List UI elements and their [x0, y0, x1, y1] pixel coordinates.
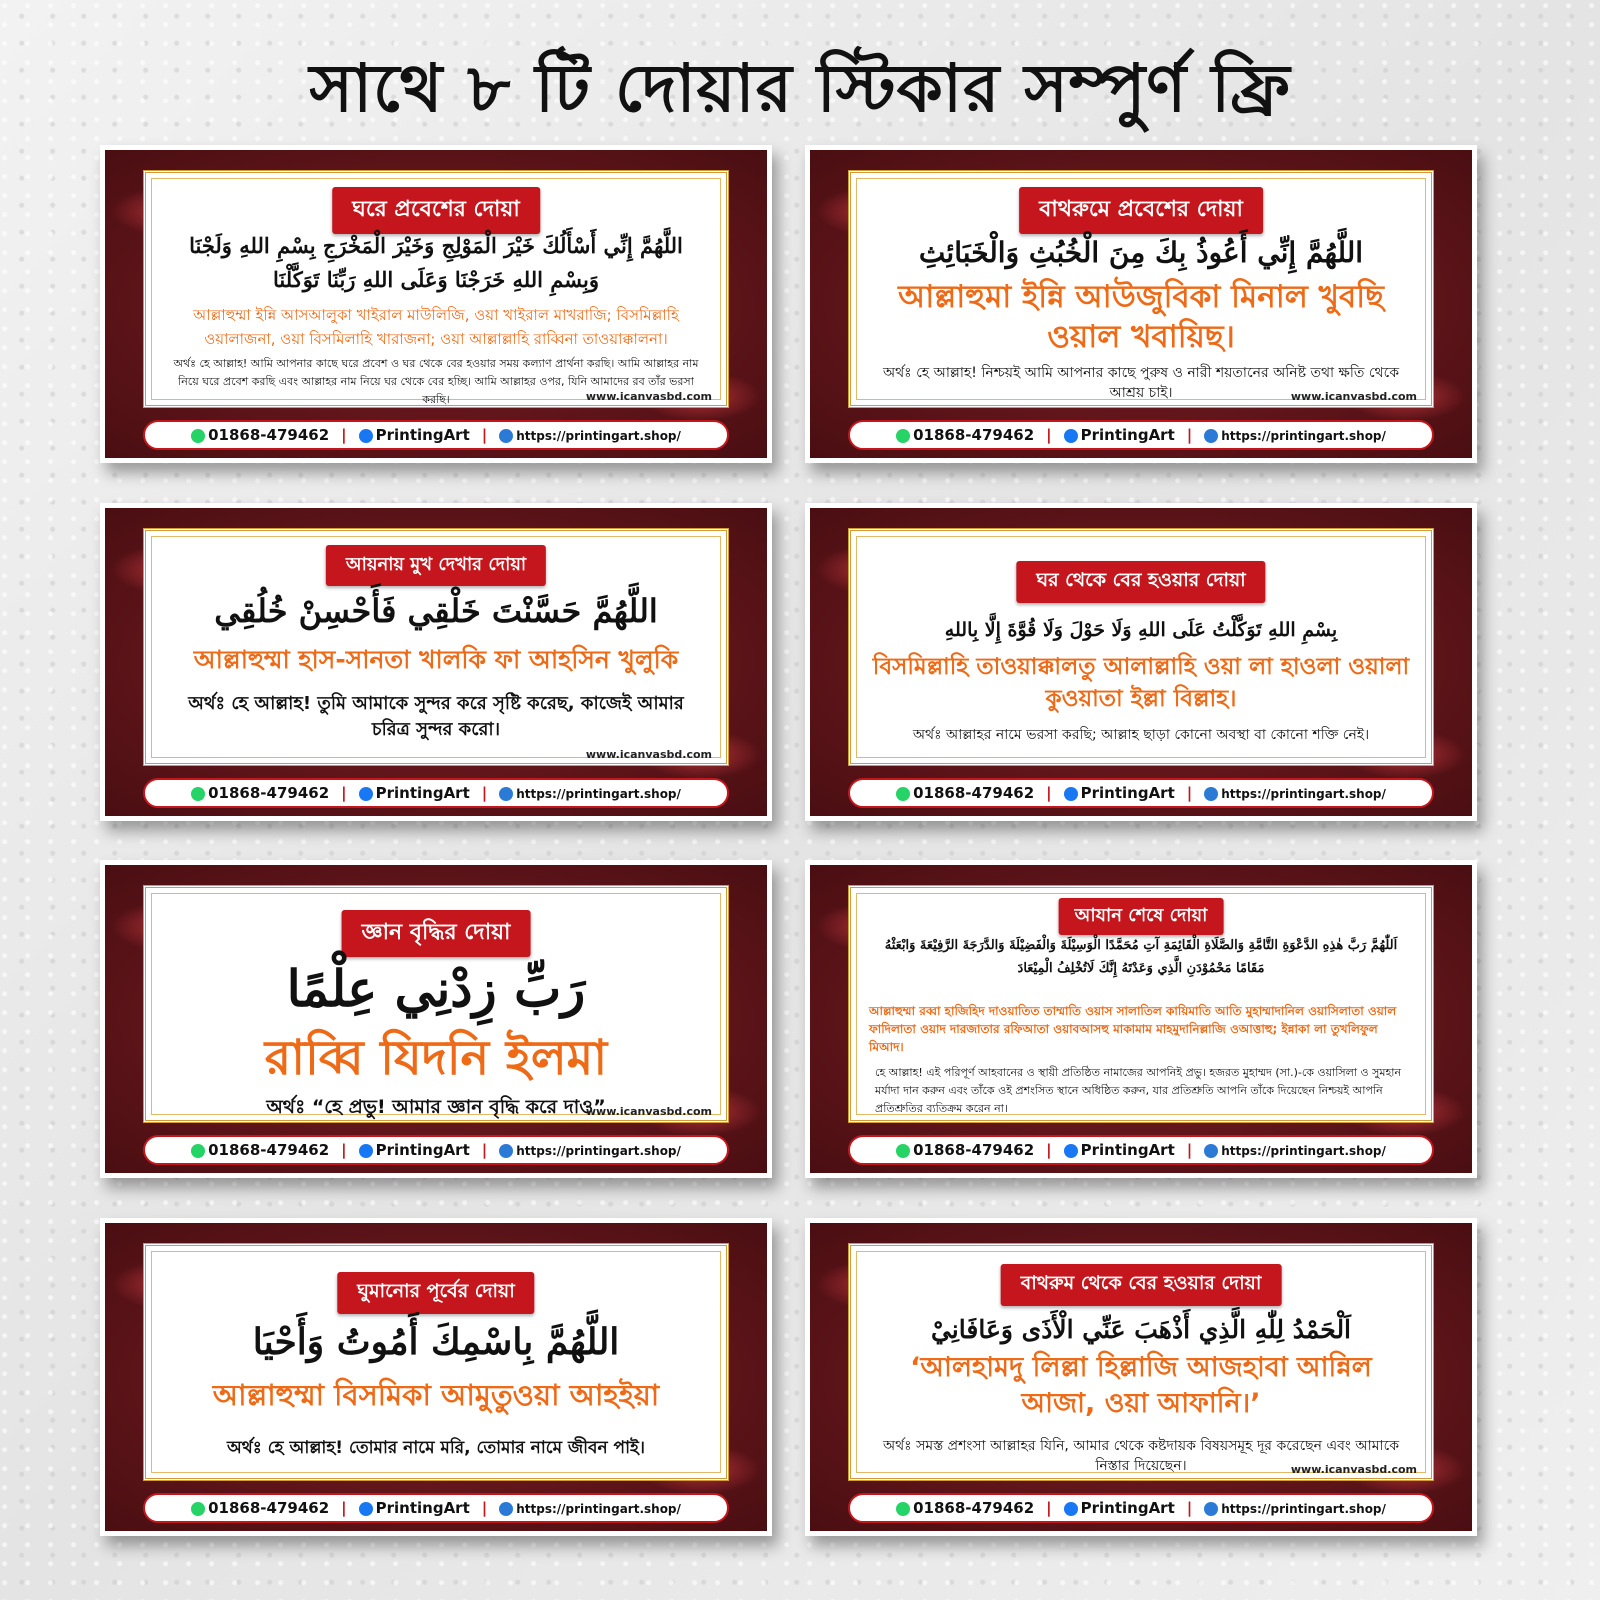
contact-bar	[848, 778, 1434, 808]
site-mark: www.icanvasbd.com	[1290, 1463, 1417, 1476]
facebook: PrintingArt	[1064, 1499, 1175, 1517]
transliteration: আল্লাহুম্মা বিসমিকা আমুতুওয়া আহইয়া	[212, 1378, 660, 1412]
card-panel	[143, 1243, 729, 1481]
arabic-text: اَلْحَمْدُ لِلّٰهِ الَّذِي أَذْهَبَ عَنِّي الْأَذَى وَعَافَانِيْ	[930, 1315, 1352, 1344]
card-panel	[848, 1243, 1434, 1481]
transliteration: বিসমিল্লাহি তাওয়াক্কালতু আলাল্লাহি ওয়া লা হাওলা ওয়ালা কুওয়াতা ইল্লা বিল্লাহ।	[872, 654, 1410, 712]
website: https://printingart.shop/	[499, 1141, 681, 1159]
separator: |	[1186, 784, 1193, 802]
website: https://printingart.shop/	[1204, 784, 1386, 802]
transliteration: আল্লাহুম্মা রব্বা হাজিহিদ দাওয়াতিত তাম্মাতি ওয়াস সালাতিল কায়িমাতি আতি মুহাম্মাদানিল ওয়াসিলাতা ওয়াল ফাদিলাতা ওয়াদ দারজাতার রফিআতা ওয়াবআসহু মাকামাম মাহমুদানিল্লাজি ওআত্তাহু; ইন্নাকা লা তুখলিফুল মিআদ।	[869, 1004, 1397, 1054]
arabic-text: بِسْمِ اللهِ تَوَكَّلْتُ عَلَى اللهِ وَلَا حَوْلَ وَلَا قُوَّةَ إِلَّا بِاللهِ	[944, 619, 1338, 641]
headline: সাথে ৮ টি দোয়ার স্টিকার সম্পুর্ণ ফ্রি	[309, 50, 1291, 127]
globe-icon	[1204, 1502, 1218, 1516]
website: https://printingart.shop/	[1204, 1141, 1386, 1159]
facebook-icon	[359, 1144, 373, 1158]
transliteration: আল্লাহুম্মা ইন্নি আসআলুকা খাইরাল মাউলিজি, ওয়া খাইরাল মাখরাজি; বিসমিল্লাহি ওয়ালাজনা, ওয়া বিসমিলাহি খারাজনা; ওয়া আল্লাল্লাহি রাব্বিনা তাওয়াক্কালনা।	[193, 306, 679, 348]
arabic-text: اللَّهُمَّ إِنِّي أَعُوذُ بِكَ مِنَ الْخُبُثِ وَالْخَبَائِثِ	[918, 236, 1364, 269]
phone: 01868-479462	[896, 426, 1034, 444]
globe-icon	[499, 429, 513, 443]
site-mark: www.icanvasbd.com	[1290, 390, 1417, 403]
transliteration: ‘আলহামদু লিল্লা হিল্লাজি আজহাবা আন্নিল আজা, ওয়া আফানি।’	[910, 1352, 1372, 1419]
contact-bar	[848, 1493, 1434, 1523]
dua-card-enter-home	[100, 145, 772, 463]
site-mark: www.icanvasbd.com	[585, 1105, 712, 1118]
separator: |	[1186, 1141, 1193, 1159]
arabic-text: رَبِّ زِدْنِي عِلْمًا	[286, 959, 586, 1018]
separator: |	[481, 1141, 488, 1159]
meaning: অর্থঃ হে আল্লাহ! আমি আপনার কাছে ঘরে প্রবেশ ও ঘর থেকে বের হওয়ার সময় কল্যাণ প্রার্থনা করছি। আমি আল্লাহর নাম নিয়ে ঘরে প্রবেশ করছি এবং আল্লাহর নাম নিয়ে ঘর থেকে বের হচ্ছি। আমি আল্লাহর ওপর, যিনি আমাদের রব তাঁর ভরসা করছি।	[173, 357, 699, 406]
transliteration: আল্লাহুম্মা হাস-সানতা খালকি ফা আহসিন খুলুকি	[193, 645, 679, 674]
facebook-icon	[1064, 429, 1078, 443]
dua-card-after-azan	[805, 860, 1477, 1178]
facebook: PrintingArt	[1064, 784, 1175, 802]
facebook-icon	[359, 787, 373, 801]
whatsapp-icon	[896, 1502, 910, 1516]
separator: |	[1046, 784, 1052, 802]
separator: |	[1046, 1499, 1052, 1517]
contact-bar	[143, 1135, 729, 1165]
dua-card-mirror	[100, 503, 772, 821]
separator: |	[481, 784, 488, 802]
meaning: অর্থঃ হে আল্লাহ! তোমার নামে মরি, তোমার নামে জীবন পাই।	[227, 1438, 645, 1458]
website: https://printingart.shop/	[1204, 1499, 1386, 1517]
dua-card-enter-bathroom	[805, 145, 1477, 463]
whatsapp-icon	[896, 787, 910, 801]
arabic-text: اللَّهُمَّ حَسَّنْتَ خَلْقِي فَأَحْسِنْ خُلُقِي	[214, 592, 658, 630]
contact-bar	[848, 420, 1434, 450]
globe-icon	[499, 787, 513, 801]
card-title: বাথরুমে প্রবেশের দোয়া	[1019, 187, 1263, 234]
separator: |	[1186, 1499, 1193, 1517]
transliteration: আল্লাহুমা ইন্নি আউজুবিকা মিনাল খুবছি ওয়াল খবায়িছ।	[898, 279, 1384, 355]
facebook-icon	[359, 429, 373, 443]
card-title: আয়নায় মুখ দেখার দোয়া	[326, 545, 546, 586]
card-panel	[848, 170, 1434, 408]
phone: 01868-479462	[191, 784, 329, 802]
separator: |	[341, 426, 347, 444]
separator: |	[1186, 426, 1193, 444]
arabic-text: اللَّهُمَّ بِاسْمِكَ أَمُوتُ وَأَحْيَا	[252, 1321, 620, 1363]
contact-bar	[848, 1135, 1434, 1165]
card-panel	[848, 885, 1434, 1123]
card-panel	[143, 170, 729, 408]
card-title: বাথরুম থেকে বের হওয়ার দোয়া	[1001, 1264, 1282, 1306]
globe-icon	[1204, 1144, 1218, 1158]
meaning: অর্থঃ আল্লাহর নামে ভরসা করছি; আল্লাহ ছাড়া কোনো অবস্থা বা কোনো শক্তি নেই।	[912, 727, 1370, 743]
phone: 01868-479462	[896, 1141, 1034, 1159]
separator: |	[341, 1141, 347, 1159]
facebook: PrintingArt	[359, 1141, 470, 1159]
contact-bar	[143, 1493, 729, 1523]
whatsapp-icon	[896, 429, 910, 443]
site-mark: www.icanvasbd.com	[585, 748, 712, 761]
separator: |	[341, 1499, 347, 1517]
meaning: অর্থঃ “হে প্রভু! আমার জ্ঞান বৃদ্ধি করে দাও”	[266, 1096, 606, 1118]
site-mark: www.icanvasbd.com	[585, 390, 712, 403]
phone: 01868-479462	[191, 426, 329, 444]
globe-icon	[499, 1502, 513, 1516]
dua-card-before-sleep	[100, 1218, 772, 1536]
whatsapp-icon	[191, 787, 205, 801]
separator: |	[1046, 426, 1052, 444]
website: https://printingart.shop/	[499, 426, 681, 444]
phone: 01868-479462	[191, 1499, 329, 1517]
website: https://printingart.shop/	[499, 784, 681, 802]
globe-icon	[499, 1144, 513, 1158]
card-title: ঘরে প্রবেশের দোয়া	[332, 187, 540, 234]
card-panel	[848, 528, 1434, 766]
facebook-icon	[1064, 1502, 1078, 1516]
globe-icon	[1204, 787, 1218, 801]
separator: |	[481, 426, 488, 444]
card-panel	[143, 528, 729, 766]
dua-card-leave-bathroom	[805, 1218, 1477, 1536]
whatsapp-icon	[191, 1144, 205, 1158]
website: https://printingart.shop/	[1204, 426, 1386, 444]
meaning: অর্থঃ হে আল্লাহ! নিশ্চয়ই আমি আপনার কাছে পুরুষ ও নারী শয়তানের অনিষ্ট তথা ক্ষতি থেকে আশ্রয় চাই।	[882, 365, 1400, 401]
meaning: অর্থঃ হে আল্লাহ! তুমি আমাকে সুন্দর করে সৃষ্টি করেছ, কাজেই আমার চরিত্র সুন্দর করো।	[188, 693, 684, 740]
card-title: জ্ঞান বৃদ্ধির দোয়া	[342, 910, 531, 957]
facebook: PrintingArt	[359, 784, 470, 802]
whatsapp-icon	[191, 1502, 205, 1516]
facebook: PrintingArt	[1064, 426, 1175, 444]
card-title: ঘর থেকে বের হওয়ার দোয়া	[1016, 561, 1265, 603]
meaning: অর্থঃ সমস্ত প্রশংসা আল্লাহর যিনি, আমার থেকে কষ্টদায়ক বিষয়সমূহ দূর করেছেন এবং আমাকে নিস্তার দিয়েছেন।	[882, 1438, 1399, 1474]
facebook-icon	[1064, 1144, 1078, 1158]
website: https://printingart.shop/	[499, 1499, 681, 1517]
separator: |	[341, 784, 347, 802]
dua-card-knowledge	[100, 860, 772, 1178]
facebook: PrintingArt	[1064, 1141, 1175, 1159]
phone: 01868-479462	[896, 784, 1034, 802]
card-title: আযান শেষে দোয়া	[1059, 898, 1224, 935]
meaning: হে আল্লাহ! এই পরিপূর্ণ আহবানের ও স্থায়ী প্রতিষ্ঠিত নামাজের আপনিই প্রভু। হজরত মুহাম্মদ (সা.)-কে ওয়াসিলা ও সুমহান মর্যাদা দান করুন এবং তাঁকে ওই প্রশংসিত স্থানে অধিষ্ঠিত করুন, যার প্রতিশ্রুতি আপনি তাঁকে দিয়েছেন নিশ্চয়ই আপনি প্রতিশ্রুতির ব্যতিক্রম করেন না।	[875, 1066, 1402, 1115]
card-title: ঘুমানোর পূর্বের দোয়া	[337, 1272, 534, 1314]
facebook-icon	[359, 1502, 373, 1516]
phone: 01868-479462	[896, 1499, 1034, 1517]
whatsapp-icon	[191, 429, 205, 443]
whatsapp-icon	[896, 1144, 910, 1158]
facebook: PrintingArt	[359, 1499, 470, 1517]
phone: 01868-479462	[191, 1141, 329, 1159]
arabic-text: اللَّهُمَّ إِنِّي أَسْأَلُكَ خَيْرَ الْمَوْلِجِ وَخَيْرَ الْمَخْرَجِ بِسْمِ اللهِ وَلَجْنَا وَبِسْمِ اللهِ خَرَجْنَا وَعَلَى اللهِ رَبِّنَا تَوَكَّلْنَا	[189, 233, 683, 292]
facebook: PrintingArt	[359, 426, 470, 444]
contact-bar	[143, 778, 729, 808]
facebook-icon	[1064, 787, 1078, 801]
separator: |	[1046, 1141, 1052, 1159]
globe-icon	[1204, 429, 1218, 443]
arabic-text: اَللّٰهُمَّ رَبَّ هٰذِهِ الدَّعْوَةِ التَّامَّةِ وَالصَّلَاةِ الْقَائِمَةِ آتِ مُحَمَّدًا الْوَسِيْلَةَ وَالْفَضِيْلَةَ وَالدَّرَجَةَ الرَّفِيْعَةَ وَابْعَثْهُ مَقَامًا مَحْمُوْدَنِ الَّذِي وَعَدْتَهُ إِنَّكَ لَاتُخْلِفُ الْمِيْعَادَ	[884, 938, 1398, 976]
transliteration: রাব্বি যিদনি ইলমা	[264, 1030, 608, 1086]
dua-card-leave-home	[805, 503, 1477, 821]
contact-bar	[143, 420, 729, 450]
separator: |	[481, 1499, 488, 1517]
card-panel	[143, 885, 729, 1123]
